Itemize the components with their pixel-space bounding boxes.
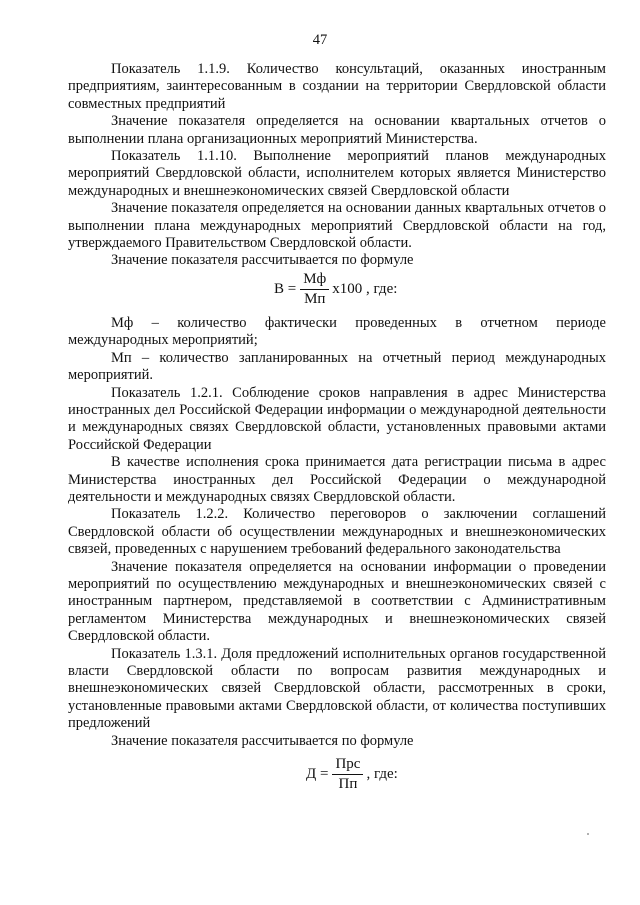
paragraph-formula-intro-2: Значение показателя рассчитывается по формуле (111, 732, 414, 749)
formula-d (68, 754, 606, 800)
paragraph-indicator-1-1-10-value: Значение показателя определяется на основании данных квартальных отчетов о выполнении плана международных мероприятий Свердловской области на год, утверждаемого Правительством Свердловской области. (68, 200, 606, 252)
paragraph-indicator-1-1-9: Показатель 1.1.9. Количество консультаций, оказанных иностранным предприятиям, заинтересованным в создании на территории Свердловской области совместных предприятий (68, 61, 606, 112)
paragraph-indicator-1-2-1: Показатель 1.2.1. Соблюдение сроков направления в адрес Министерства иностранных дел Российской Федерации информации о международной деятельности и международных связях Свердловской области, установленных правовыми актами Российской Федерации (68, 384, 606, 453)
page-number: 47 (312, 32, 328, 48)
definition-mp: Мп – количество запланированных на отчетный период международных мероприятий. (68, 349, 606, 384)
paragraph-indicator-1-1-10: Показатель 1.1.10. Выполнение мероприятий планов международных мероприятий Свердловской области, исполнителем которых является Министерство международных и внешнеэкономических связей Свердловской области (68, 148, 606, 199)
formula-d-denominator: Пп (338, 776, 358, 793)
definition-mf: Мф – количество фактически проведенных в отчетном периоде международных мероприятий; (68, 314, 606, 349)
formula-d-fraction (332, 756, 363, 793)
paragraph-indicator-1-1-9-value: Значение показателя определяется на основании квартальных отчетов о выполнении плана организационных мероприятий Министерства. (68, 113, 606, 147)
formula-b-fraction (300, 271, 329, 308)
paragraph-indicator-1-2-2: Показатель 1.2.2. Количество переговоров о заключении соглашений Свердловской области об осуществлении международных и внешнеэкономических связей, проведенных с нарушением требований федерального законодательства (68, 506, 606, 558)
document-body (68, 61, 606, 800)
formula-b-denominator: Мп (304, 290, 326, 307)
formula-b (68, 271, 606, 315)
paragraph-indicator-1-2-1-value: В качестве исполнения срока принимается дата регистрации письма в адрес Министерства иностранных дел Российской Федерации о международной деятельности и международных связях Свердловской области. (68, 454, 606, 505)
formula-d-tail: , где: (366, 765, 398, 782)
paragraph-formula-intro-1: Значение показателя рассчитывается по формуле (111, 252, 414, 269)
formula-d-lhs: Д = (306, 765, 329, 782)
scan-speck (587, 833, 589, 835)
formula-b-lhs: В = (274, 280, 297, 297)
paragraph-indicator-1-3-1: Показатель 1.3.1. Доля предложений исполнительных органов государственной власти Свердловской области по вопросам развития международных и внешнеэкономических связей Свердловской области, рассмотренных в сроки, установленные правовыми актами Свердловской области, от количества поступивших предложений (68, 645, 606, 732)
paragraph-indicator-1-2-2-value: Значение показателя определяется на основании информации о проведении мероприятий по осуществлению международных и внешнеэкономических связей с иностранным партнером, представляемой в соответствии с Административным регламентом Министерства международных и внешнеэкономических связей Свердловской области. (68, 558, 606, 645)
formula-b-tail: х100 , где: (332, 280, 398, 297)
formula-b-numerator: Мф (300, 271, 329, 290)
formula-d-numerator: Прс (332, 756, 363, 775)
